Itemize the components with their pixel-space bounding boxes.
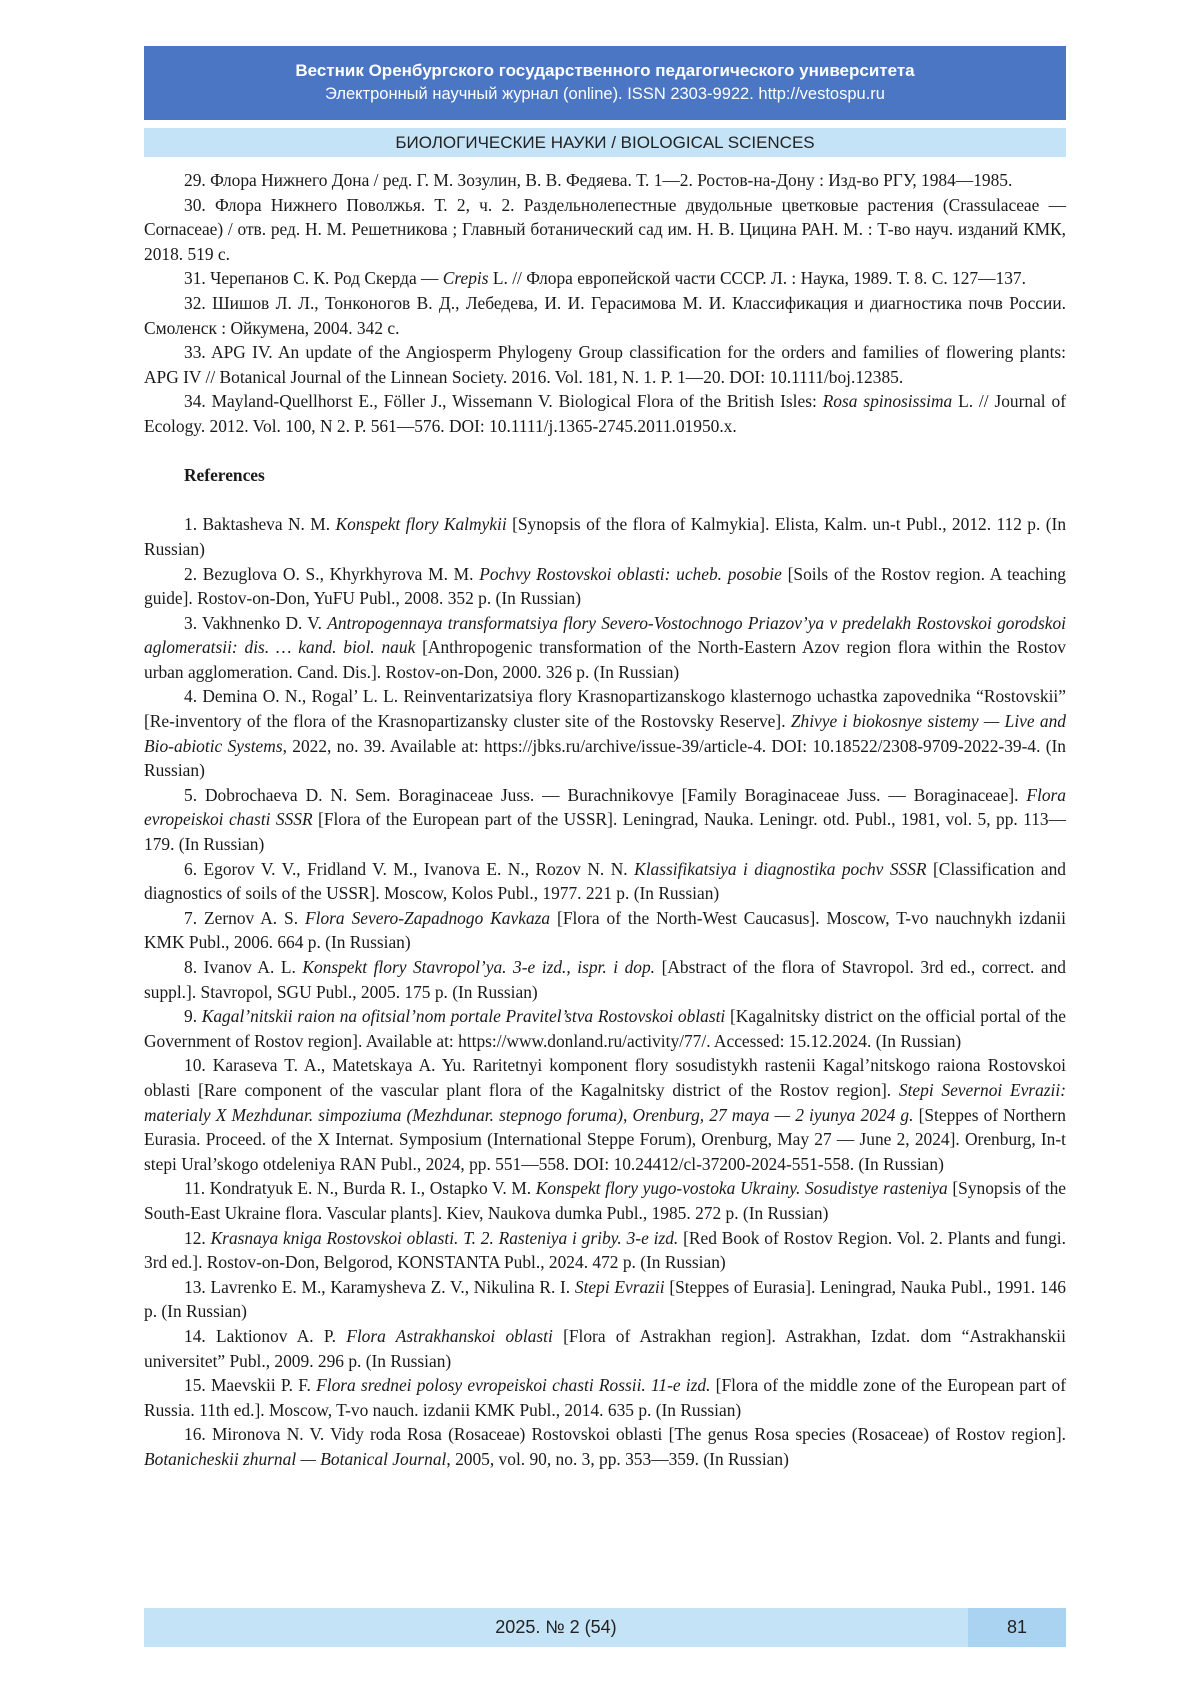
reference-list [144,168,1066,1471]
reference-text: [Kagalnitsky district on the official portal of the Government of Rostov region]. Available at: https://www.donland.ru/activity/77/. Accessed: 15.12.2024. (In Russian) [144,1006,1066,1051]
spacer [144,488,1066,513]
reference-text: [Flora of the middle zone of the European part of Russia. 11th ed.]. Moscow, T-vo nauch. izdanii KMK Publ., 2014. 635 p. (In Russian) [144,1375,1066,1420]
reference-item [144,1176,1066,1225]
journal-subtitle: Электронный научный журнал (online). ISSN 2303-9922. http://vestospu.ru [325,85,885,103]
reference-text: 33. APG IV. An update of the Angiosperm Phylogeny Group classification for the orders and families of flowering plants: APG IV // Botanical Journal of the Linnean Society. 2016. Vol. 181, N. 1. P. 1—20. DOI: 10.1111/boj.12385. [144,342,1066,387]
reference-title-italic: Crepis [442,268,489,289]
reference-title-italic: Flora evropeiskoi chasti SSSR [144,784,1066,830]
reference-title-italic: Konspekt flory Stavropol’ya. 3-e izd., ispr. i dop. [302,957,656,977]
reference-item [144,783,1066,857]
reference-text: [Synopsis of the flora of Kalmykia]. Elista, Kalm. un-t Publ., 2012. 112 p. (In Russian) [144,514,1067,559]
reference-item [144,1053,1066,1176]
reference-title-italic: Zhivye i biokosnye sistemy — Live and Bio-abiotic Systems [144,711,1066,756]
reference-text: 5. Dobrochaeva D. N. Sem. Boraginaceae Juss. — Burachnikovye [Family Boraginaceae Juss. — Boraginaceae]. [184,784,1027,805]
issue-label: 2025. № 2 (54) [495,1617,617,1637]
reference-text: 32. Шишов Л. Л., Тонконогов В. Д., Лебедева, И. И. Герасимова М. И. Классификация и диагностика почв России. Смоленск : Ойкумена, 2004. 342 с. [144,292,1066,338]
reference-title-italic: Klassifikatsiya i diagnostika pochv SSSR [634,858,927,879]
reference-item [144,512,1066,561]
reference-text: [Steppes of Eurasia]. Leningrad, Nauka Publ., 1991. 146 p. (In Russian) [144,1276,1066,1322]
reference-title-italic: Rosa spinosissima [822,391,953,412]
reference-text: 7. Zernov A. S. [184,907,306,928]
reference-title-italic: Kagal’nitskii raion na ofitsial’nom portale Pravitel’stva Rostovskoi oblasti [201,1006,726,1027]
reference-item [144,611,1066,685]
reference-text: 31. Черепанов С. К. Род Скерда — [184,268,443,289]
reference-title-italic: Flora srednei polosy evropeiskoi chasti Rossii. 11-e izd. [316,1375,711,1396]
reference-text: [Flora of the European part of the USSR]. Leningrad, Nauka. Leningr. otd. Publ., 1981, vol. 5, pp. 113—179. (In Russian) [144,809,1066,855]
reference-text: 14. Laktionov A. P. [184,1325,347,1346]
reference-text: , 2005, vol. 90, no. 3, pp. 353—359. (In Russian) [446,1448,789,1469]
reference-text: 1. Baktasheva N. M. [184,514,336,535]
reference-title-italic: Stepi Severnoi Evrazii: materialy X Mezhdunar. simpoziuma (Mezhdunar. stepnogo foruma), Orenburg, 27 maya — 2 iyunya 2024 g. [144,1079,1066,1125]
reference-item [144,906,1066,955]
reference-item [144,1275,1066,1324]
reference-item [144,955,1066,1004]
reference-text: 11. Kondratyuk E. N., Burda R. I., Ostapko V. M. [184,1178,536,1199]
reference-item [144,1422,1066,1471]
reference-item [144,684,1066,782]
reference-title-italic: Pochvy Rostovskoi oblasti: ucheb. posobie [479,563,782,584]
page-footer [144,1608,1066,1647]
english-references [144,512,1066,1471]
reference-title-italic: Flora Astrakhanskoi oblasti [346,1325,553,1346]
reference-item [144,168,1066,193]
reference-text: 4. Demina O. N., Rogal’ L. L. Reinventarizatsiya flory Krasnopartizanskogo klasternogo uchastka zapovednika “Rostovskii” [Re-inventory of the flora of the Krasnopartizansky cluster site of the Rostovsky Reserve]. [144,686,1066,732]
reference-text: L. // Флора европейской части СССР. Л. : Наука, 1989. Т. 8. С. 127—137. [488,268,1026,289]
reference-item [144,193,1066,267]
reference-text: 15. Maevskii P. F. [184,1375,317,1396]
reference-item [144,562,1066,611]
reference-text: [Anthropogenic transformation of the North-Eastern Azov region flora within the Rostov urban agglomeration. Cand. Dis.]. Rostov-on-Don, 2000. 326 p. (In Russian) [144,637,1067,682]
reference-text: 30. Флора Нижнего Поволжья. Т. 2, ч. 2. Раздельнолепестные двудольные цветковые растения (Crassulaceae — Cornaceae) / отв. ред. Н. М. Решетникова ; Главный ботанический сад им. Н. В. Цицина РАН. М. : Т-во науч. изданий КМК, 2018. 519 с. [144,194,1066,264]
reference-text: [Flora of Astrakhan region]. Astrakhan, Izdat. dom “Astrakhanskii universitet” Publ., 2009. 296 p. (In Russian) [144,1325,1066,1371]
page-number: 81 [968,1608,1066,1647]
reference-text: 16. Mironova N. V. Vidy roda Rosa (Rosaceae) Rostovskoi oblasti [The genus Rosa species (Rosaceae) of Rostov region]. [184,1424,1066,1445]
reference-title-italic: Botanicheskii zhurnal — Botanical Journal [144,1448,447,1469]
reference-title-italic: Stepi Evrazii [574,1276,665,1297]
reference-text: 8. Ivanov A. L. [184,957,303,977]
references-heading: References [184,465,265,486]
reference-text: [Soils of the Rostov region. A teaching guide]. Rostov-on-Don, YuFU Publ., 2008. 352 p. (In Russian) [144,563,1066,609]
reference-text: [Classification and diagnostics of soils of the USSR]. Moscow, Kolos Publ., 1977. 221 p. (In Russian) [144,858,1066,904]
reference-text: 34. Mayland-Quellhorst E., Föller J., Wissemann V. Biological Flora of the British Isles: [184,391,823,412]
reference-text: 29. Флора Нижнего Дона / ред. Г. М. Зозулин, В. В. Федяева. Т. 1—2. Ростов-на-Дону : Изд-во РГУ, 1984—1985. [184,170,1013,190]
reference-item [144,1373,1066,1422]
reference-text: [Red Book of Rostov Region. Vol. 2. Plants and fungi. 3rd ed.]. Rostov-on-Don, Belgorod, KONSTANTA Publ., 2024. 472 p. (In Russian) [144,1227,1066,1273]
russian-references [144,168,1066,439]
reference-text: 9. [184,1006,202,1027]
reference-text: L. // Journal of Ecology. 2012. Vol. 100, N 2. P. 561—576. DOI: 10.1111/j.1365-2745.2011.01950.x. [144,391,1066,436]
reference-text: , 2022, no. 39. Available at: https://jbks.ru/archive/issue-39/article-4. DOI: 10.18522/2308-9709-2022-39-4. (In Russian) [144,735,1066,781]
reference-text: 3. Vakhnenko D. V. [184,612,328,633]
reference-text: 12. [184,1227,211,1248]
reference-title-italic: Konspekt flory yugo-vostoka Ukrainy. Sosudistye rasteniya [535,1178,948,1199]
reference-text: [Flora of the North-West Caucasus]. Moscow, T-vo nauchnykh izdanii KMK Publ., 2006. 664 p. (In Russian) [144,907,1066,953]
reference-text: 10. Karaseva T. A., Matetskaya A. Yu. Raritetnyi komponent flory sosudistykh rastenii Kagal’nitskogo raiona Rostovskoi oblasti [Rare component of the vascular plant flora of the Kagalnitsky district of the Rostov region]. [144,1055,1066,1100]
journal-title: Вестник Оренбургского государственного педагогического университета [295,61,915,80]
reference-item [144,1324,1066,1373]
reference-text: [Steppes of Northern Eurasia. Proceed. of the X Internat. Symposium (International Steppe Forum), Orenburg, May 27 — June 2, 2024]. Orenburg, In-t stepi Ural’skogo otdeleniya RAN Publ., 2024, pp. 551—558. DOI: 10.24412/cl-37200-2024-551-558. (In Russian) [144,1104,1066,1174]
spacer [144,439,1066,464]
reference-text: [Abstract of the flora of Stavropol. 3rd ed., correct. and suppl.]. Stavropol, SGU Publ., 2005. 175 p. (In Russian) [144,957,1066,1002]
reference-title-italic: Krasnaya kniga Rostovskoi oblasti. T. 2. Rasteniya i griby. 3-e izd. [210,1227,679,1248]
reference-item [144,291,1066,340]
reference-item [144,1226,1066,1275]
reference-text: 6. Egorov V. V., Fridland V. M., Ivanova E. N., Rozov N. N. [184,858,635,879]
reference-item [144,1004,1066,1053]
reference-title-italic: Antropogennaya transformatsiya flory Severo-Vostochnogo Priazov’ya v predelakh Rostovskoi gorodskoi aglomeratsii: dis. … kand. biol. nauk [144,612,1066,658]
reference-item [144,389,1066,438]
reference-item [144,266,1066,291]
reference-text: 13. Lavrenko E. M., Karamysheva Z. V., Nikulina R. I. [184,1276,575,1297]
reference-item [144,340,1066,389]
reference-title-italic: Konspekt flory Kalmykii [335,514,507,535]
reference-item [144,857,1066,906]
journal-header [144,46,1066,120]
reference-text: [Synopsis of the South-East Ukraine flora. Vascular plants]. Kiev, Naukova dumka Publ., 1985. 272 p. (In Russian) [144,1178,1066,1223]
reference-text: 2. Bezuglova O. S., Khyrkhyrova M. M. [184,563,480,584]
section-title: БИОЛОГИЧЕСКИЕ НАУКИ / BIOLOGICAL SCIENCES [144,128,1066,157]
reference-title-italic: Flora Severo-Zapadnogo Kavkaza [305,907,551,928]
